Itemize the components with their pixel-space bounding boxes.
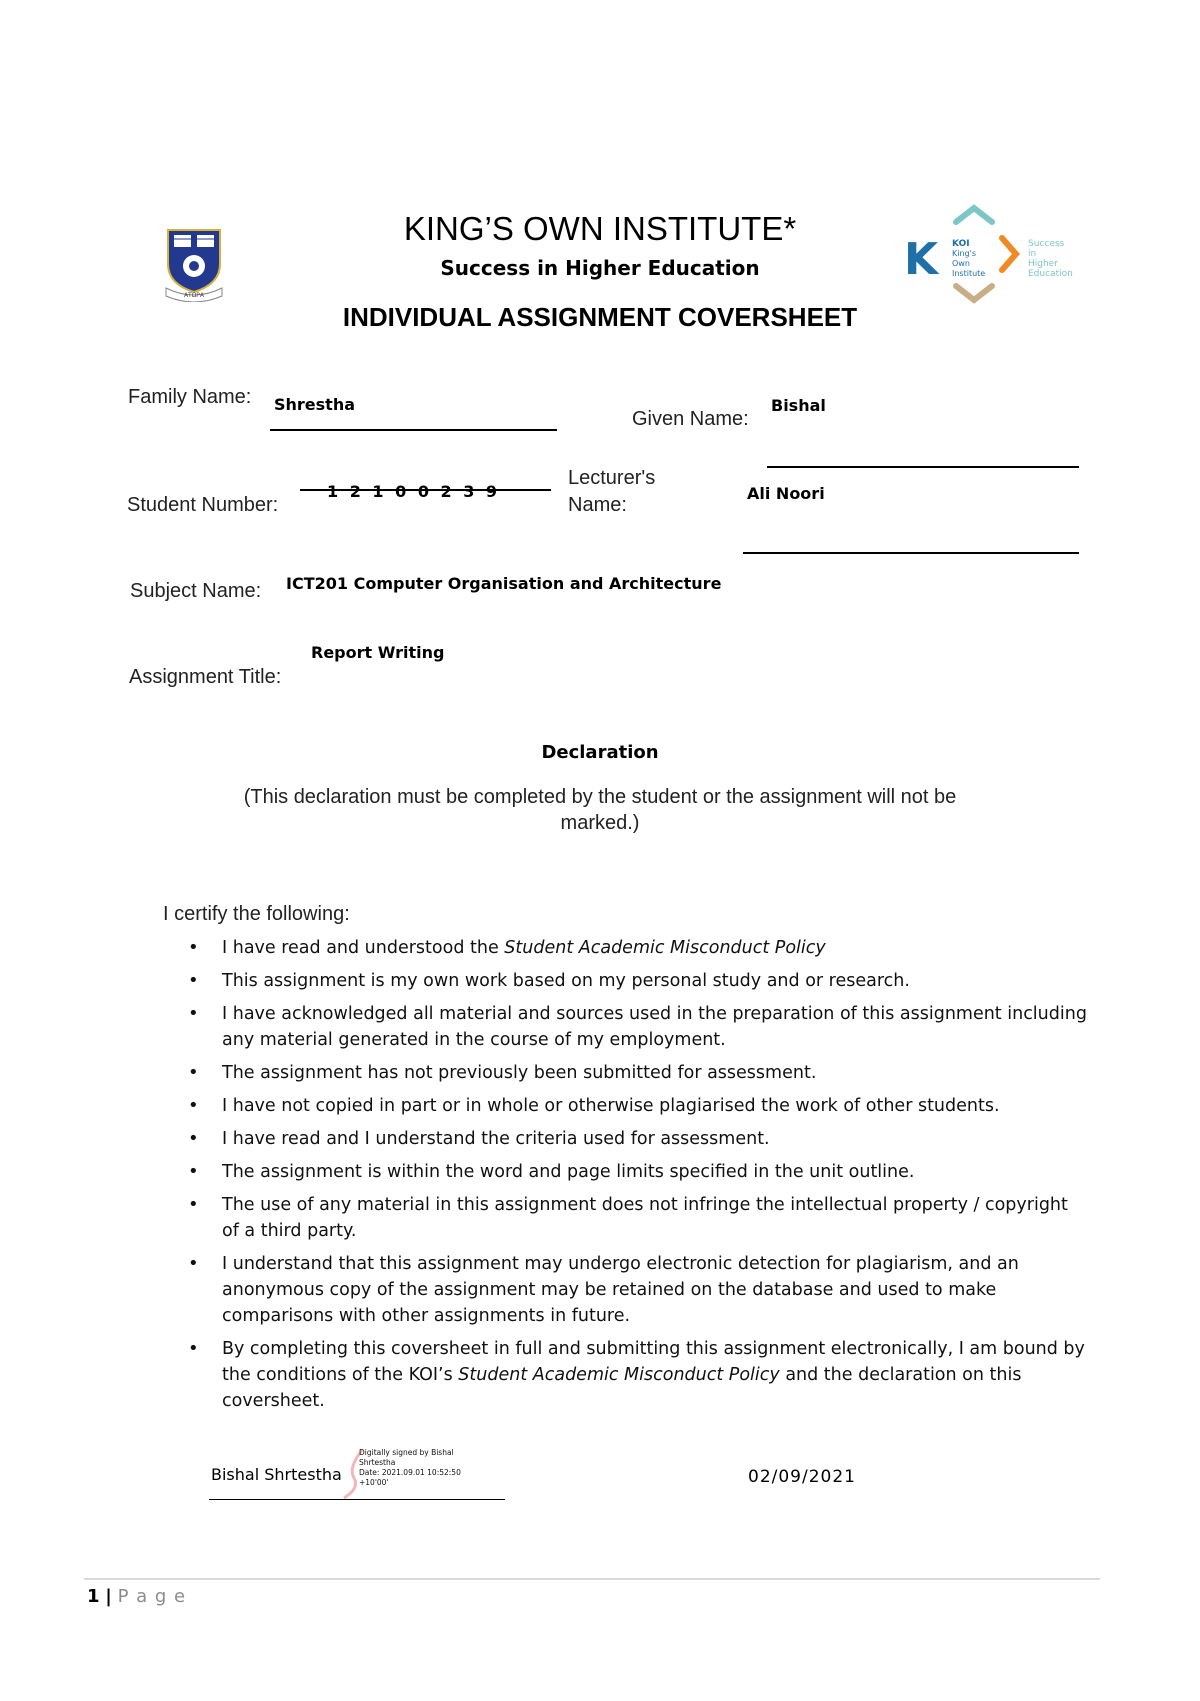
signature-name: Bishal Shrtestha (211, 1465, 342, 1484)
family-name-label: Family Name: (128, 386, 252, 408)
digital-signature-line: Shrtestha (359, 1458, 396, 1467)
lecturer-name-label-line2: Name: (568, 494, 627, 516)
koi-logo-line: King's (952, 249, 976, 258)
koi-logo-line: Own (952, 259, 970, 268)
student-number-value[interactable]: 1 2 1 0 0 2 3 9 (327, 482, 501, 501)
page-number: 1 (87, 1586, 100, 1607)
koi-logo-side-line: Success (1028, 239, 1065, 249)
declaration-item: • I understand that this assignment may undergo electronic detection for plagiarism, and an anonymous copy of the assignment may be retained on the database and used to make comparisons with other assignments in future. (188, 1251, 1088, 1329)
declaration-item: • By completing this coversheet in full and submitting this assignment electronically, I am bound by the conditions of the KOI’s Student Academic Misconduct Policy and the declaration on this coversheet. (188, 1336, 1088, 1414)
declaration-heading: Declaration (541, 742, 659, 763)
policy-name: Student Academic Misconduct Policy (504, 938, 826, 958)
declaration-note-line2: marked.) (560, 812, 640, 834)
policy-name: Student Academic Misconduct Policy (458, 1365, 780, 1385)
footer-page-label (87, 1586, 186, 1607)
declaration-item: • I have acknowledged all material and sources used in the preparation of this assignment including any material generated in the course of my employment. (188, 1001, 1088, 1053)
koi-logo-letter: K (904, 234, 939, 285)
declaration-item: • I have read and understood the Student Academic Misconduct Policy (188, 935, 1088, 961)
koi-logo-line: KOI (952, 239, 970, 249)
declaration-list (188, 935, 1088, 1421)
koi-logo (904, 204, 1094, 310)
lecturer-name-label-line1: Lecturer's (568, 467, 656, 489)
page-word: P a g e (117, 1586, 187, 1607)
digital-signature-block (359, 1448, 461, 1488)
lecturer-name-value[interactable]: Ali Noori (747, 484, 825, 503)
declaration-note-line1: (This declaration must be completed by the student or the assignment will not be (243, 786, 957, 808)
koi-logo-side-line: Higher (1028, 259, 1058, 269)
given-name-underline (767, 466, 1079, 468)
declaration-item: • The assignment is within the word and page limits specified in the unit outline. (188, 1159, 1088, 1185)
koi-logo-line: Institute (952, 269, 986, 278)
koi-logo-side-line: Education (1028, 269, 1073, 279)
declaration-item: • I have read and I understand the criteria used for assessment. (188, 1126, 1088, 1152)
footer-divider (84, 1578, 1100, 1580)
crest-motto: ΑΤΩΡΑ (183, 292, 205, 299)
declaration-item: • This assignment is my own work based on my personal study and or research. (188, 968, 1088, 994)
signature-date: 02/09/2021 (748, 1467, 856, 1487)
declaration-item: • The assignment has not previously been submitted for assessment. (188, 1060, 1088, 1086)
subject-name-value[interactable]: ICT201 Computer Organisation and Architecture (286, 574, 722, 593)
assignment-title-label-text: Assignment Title: (129, 666, 282, 688)
student-number-label: Student Number: (127, 494, 279, 516)
institute-tagline: Success in Higher Education (440, 256, 760, 280)
given-name-label: Given Name: (632, 408, 749, 430)
family-name-underline (270, 429, 557, 431)
document-title: INDIVIDUAL ASSIGNMENT COVERSHEET (342, 302, 858, 332)
subject-name-label: Subject Name: (130, 580, 262, 602)
digital-signature-line: +10'00' (359, 1478, 389, 1487)
koi-logo-side-line: in (1028, 249, 1037, 259)
signature-underline (209, 1499, 505, 1500)
institute-name: KING’S OWN INSTITUTE* (403, 210, 797, 247)
digital-signature-line: Digitally signed by Bishal (359, 1448, 454, 1457)
given-name-value[interactable]: Bishal (771, 396, 826, 415)
assignment-title-value[interactable]: Report Writing (311, 643, 445, 662)
certify-intro: I certify the following: (163, 903, 350, 925)
declaration-item: • The use of any material in this assignment does not infringe the intellectual property / copyright of a third party. (188, 1192, 1088, 1244)
family-name-value[interactable]: Shrestha (274, 395, 356, 414)
declaration-item: • I have not copied in part or in whole or otherwise plagiarised the work of other students. (188, 1093, 1088, 1119)
page-separator: | (105, 1586, 112, 1607)
digital-signature-line: Date: 2021.09.01 10:52:50 (359, 1468, 461, 1477)
lecturer-name-underline (743, 552, 1079, 554)
